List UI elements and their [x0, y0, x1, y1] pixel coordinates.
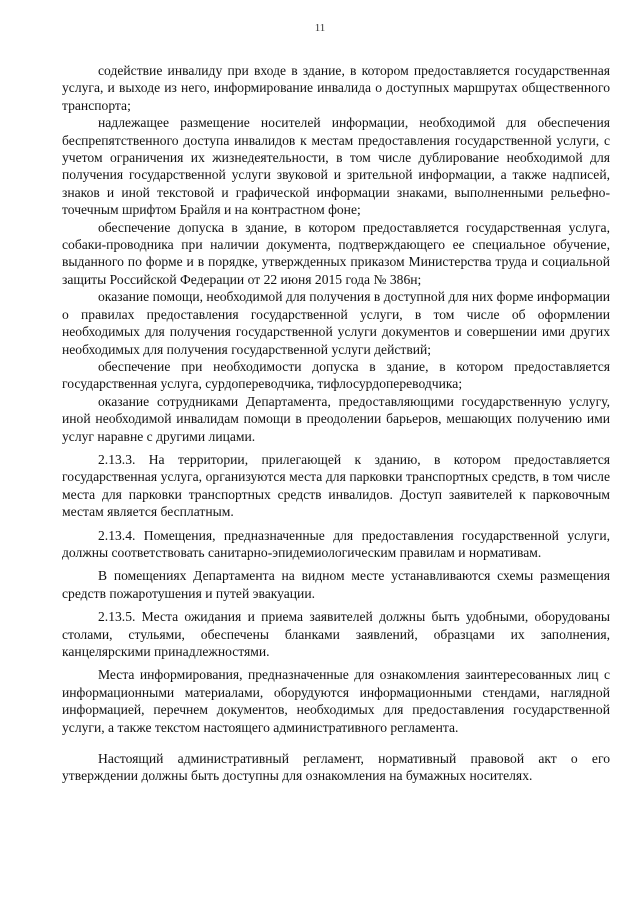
page-number: 11	[314, 22, 326, 34]
paragraph-2-13-4-premises: 2.13.4. Помещения, предназначенные для предоставления государственной услуги, должны соответствовать санитарно-эпидемиологическим правилам и нормативам.	[62, 527, 610, 560]
paragraph-entrance-assistance: содействие инвалиду при входе в здание, в котором предоставляется государственная услуга, и выходе из него, информирование инвалида о доступных маршрутах общественного транспорта;	[62, 63, 610, 113]
paragraph-2-13-5-waiting-areas: 2.13.5. Места ожидания и приема заявителей должны быть удобными, оборудованы столами, стульями, обеспечены бланками заявлений, образцами их заполнения, канцелярскими принадлежностями.	[62, 609, 610, 659]
document-body	[62, 62, 610, 785]
paragraph-evacuation-schemes: В помещениях Департамента на видном месте устанавливаются схемы размещения средств пожаротушения и путей эвакуации.	[62, 568, 610, 601]
paragraph-staff-assistance: оказание сотрудниками Департамента, предоставляющими государственную услугу, иной необходимой инвалидам помощи в преодолении барьеров, мешающих получению ими услуг наравне с другими лицами.	[62, 393, 610, 444]
paragraph-information-places: Места информирования, предназначенные для ознакомления заинтересованных лиц с информационными материалами, оборудуются информационными стендами, наглядной информацией, перечнем документов, необходимых для предоставления государственной услуги, а также текстом настоящего административного регламента.	[62, 667, 610, 735]
paragraph-information-placement: надлежащее размещение носителей информации, необходимой для обеспечения беспрепятственного доступа инвалидов к местам предоставления государственной услуги, с учетом ограничения их жизнедеятельности, в том числе дублирование необходимой для получения государственной услуги звуковой и зрительной информации, а также надписей, знаков и иной текстовой и графической информации знаками, выполненными рельефно-точечным шрифтом Брайля и на контрастном фоне;	[62, 115, 610, 218]
paragraph-guide-dog-access: обеспечение допуска в здание, в котором предоставляется государственная услуга, собаки-проводника при наличии документа, подтверждающего ее специальное обучение, выданного по форме и в порядке, утвержденных приказом Министерства труда и социальной защиты Российской Федерации от 22 июня 2015 года № 386н;	[62, 219, 610, 287]
paragraph-regulation-availability: Настоящий административный регламент, нормативный правовой акт о его утверждении должны быть доступны для ознакомления на бумажных носителях.	[62, 751, 610, 784]
paragraph-help-information: оказание помощи, необходимой для получения в доступной для них форме информации о правилах предоставления государственной услуги, в том числе об оформлении необходимых для получения государственной услуги документов и совершении ими других необходимых для получения государственной услуги действий;	[62, 289, 610, 357]
paragraph-sign-interpreter-access: обеспечение при необходимости допуска в здание, в котором предоставляется государственная услуга, сурдопереводчика, тифлосурдопереводчика;	[62, 358, 610, 392]
paragraph-2-13-3-parking: 2.13.3. На территории, прилегающей к зданию, в котором предоставляется государственная услуга, организуются места для парковки транспортных средств, в том числе места для парковки транспортных средств инвалидов. Доступ заявителей к парковочным местам является бесплатным.	[62, 451, 610, 520]
